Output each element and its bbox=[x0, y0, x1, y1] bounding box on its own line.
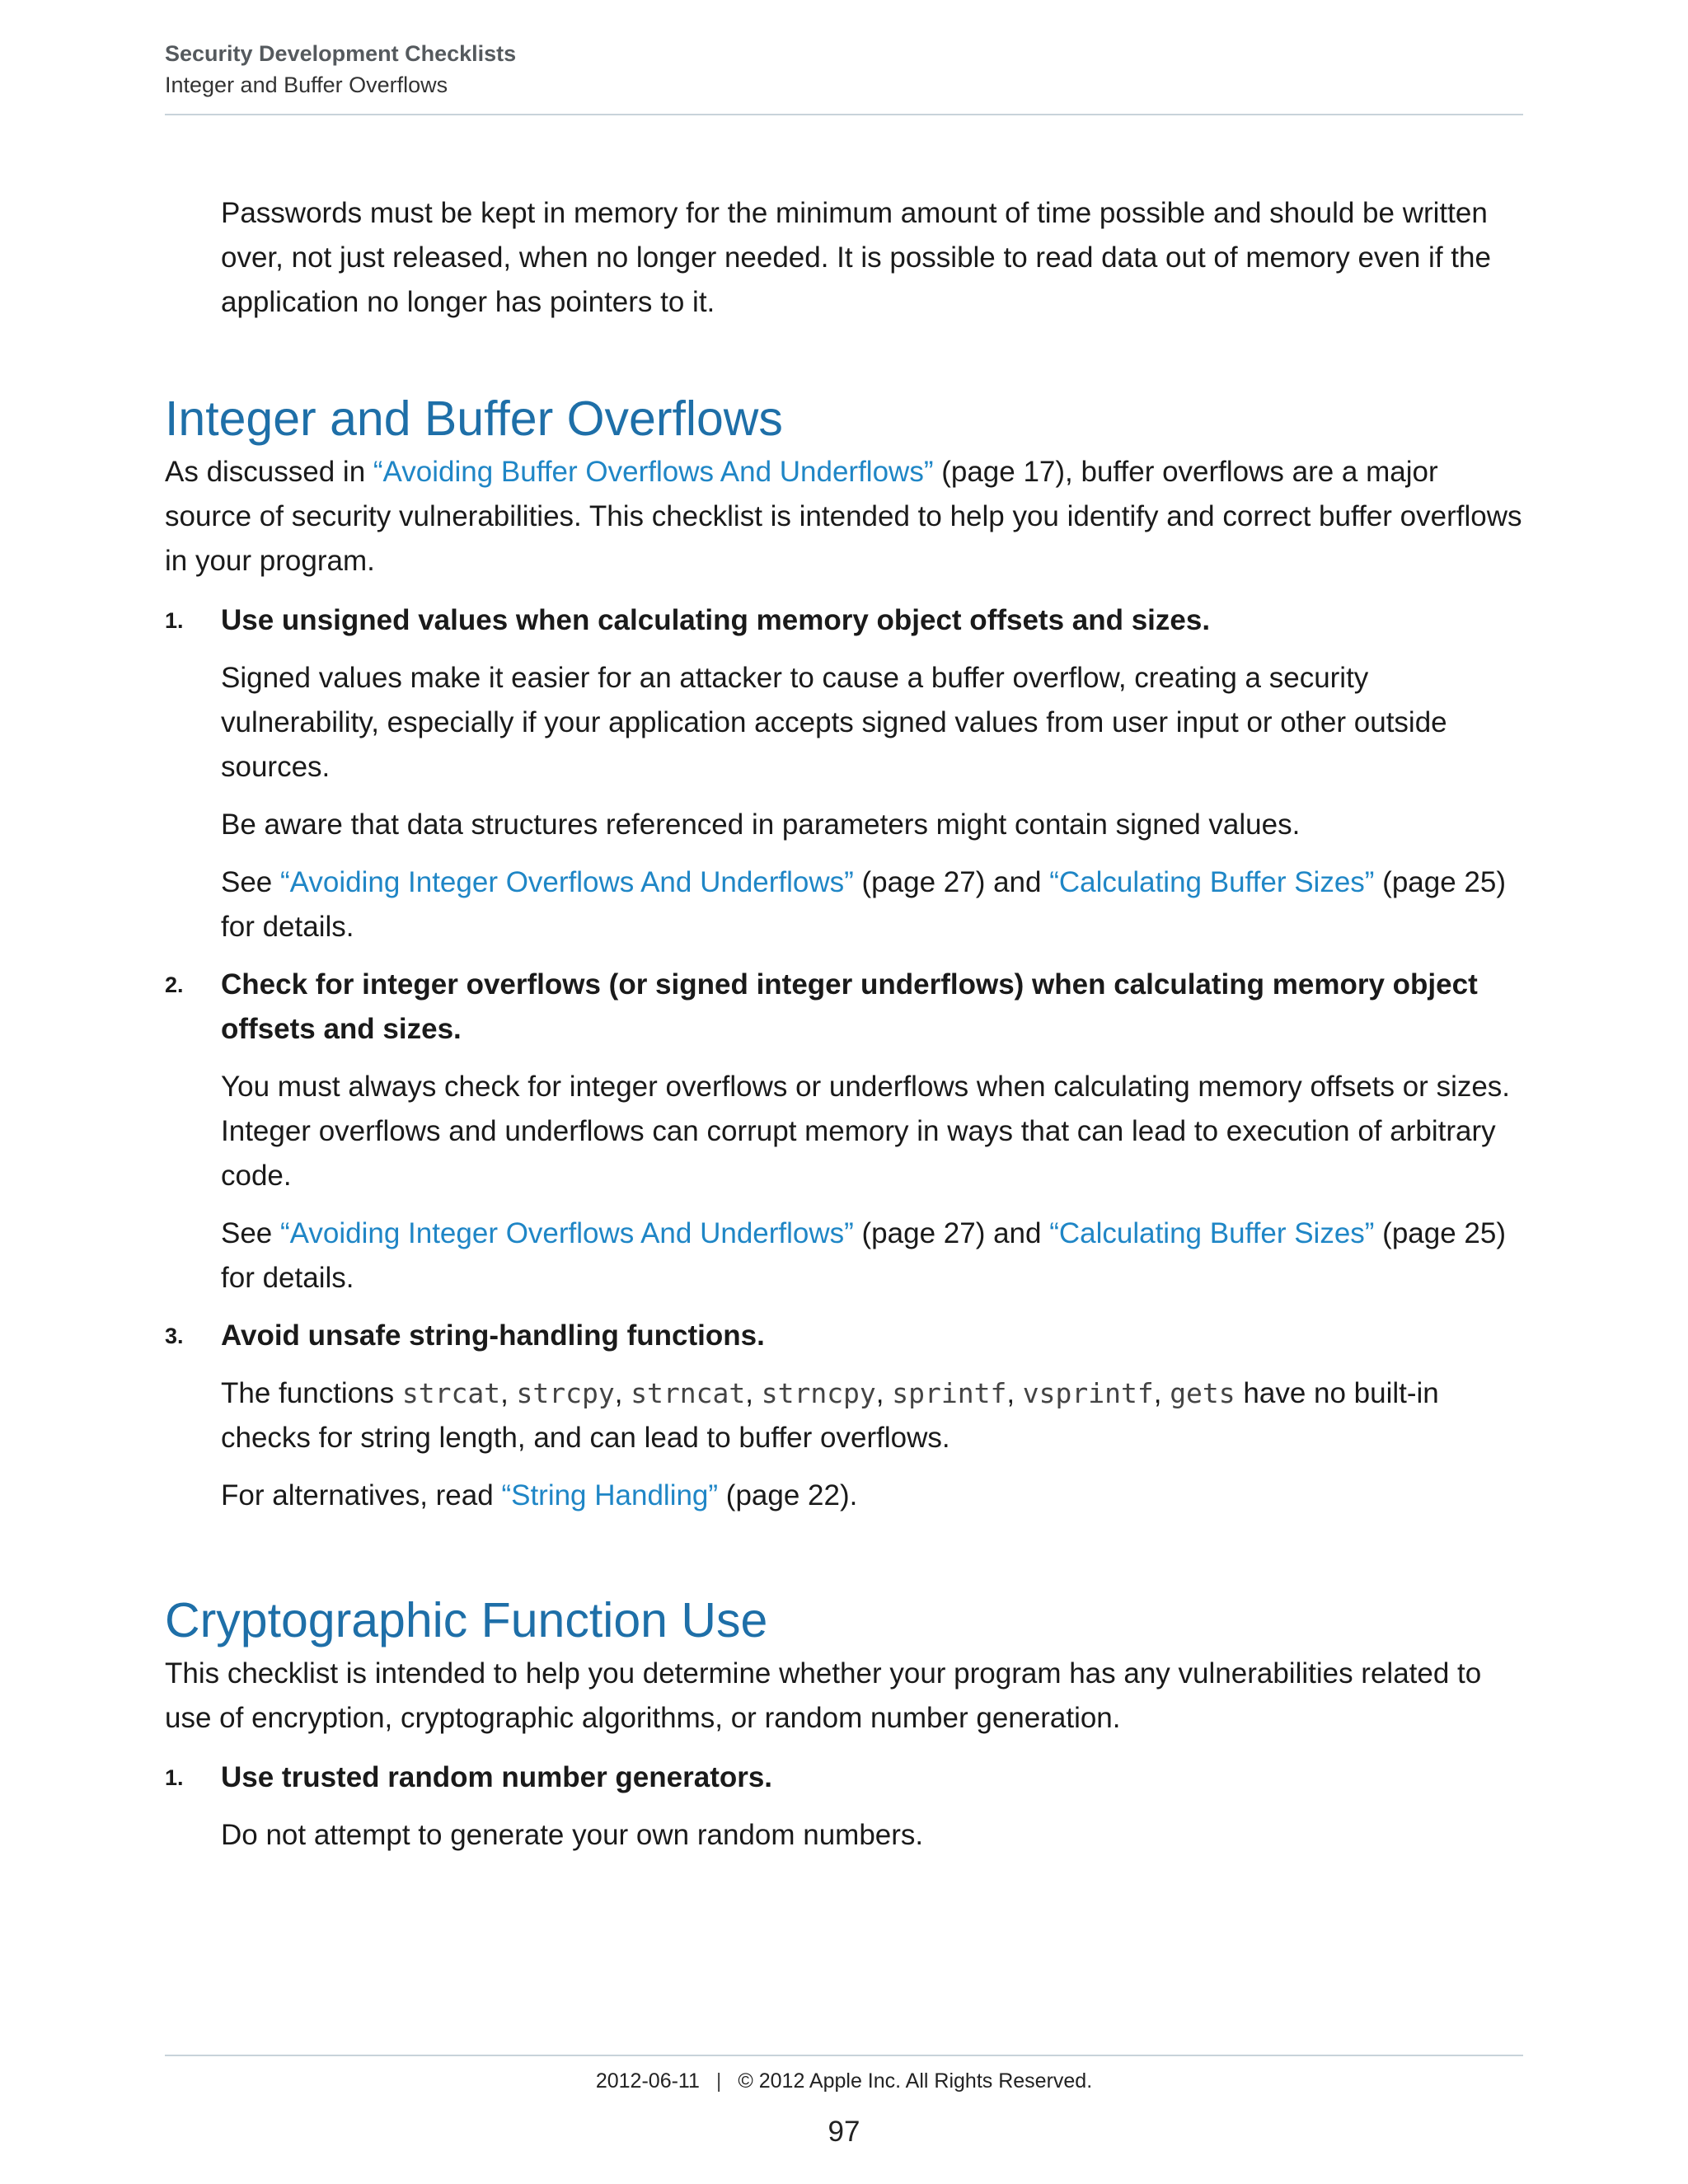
item-see-also: See “Avoiding Integer Overflows And Underflows” (page 27) and “Calculating Buffer Sizes” (page 25) for details. bbox=[221, 1217, 1507, 1294]
link-string-handling[interactable]: “String Handling” bbox=[501, 1479, 719, 1511]
chapter-title: Integer and Buffer Overflows bbox=[165, 73, 448, 97]
item-body: You must always check for integer overflows or underflows when calculating memory offsets or sizes. Integer overflows and underflows can corrupt memory in ways that can lead to execution of arbitrary code. bbox=[221, 1071, 1511, 1192]
checklist-item-1 bbox=[165, 598, 1523, 949]
code-function-name: gets bbox=[1170, 1377, 1236, 1409]
link-avoiding-integer-overflows[interactable]: “Avoiding Integer Overflows And Underflows” bbox=[280, 1217, 854, 1249]
item-alternatives: For alternatives, read “String Handling” (page 22). bbox=[221, 1479, 858, 1511]
footer-separator: | bbox=[715, 2069, 722, 2093]
item-number: 1. bbox=[165, 1765, 184, 1790]
crypto-checklist-item-1 bbox=[165, 1755, 1523, 1858]
integer-section-intro: As discussed in “Avoiding Buffer Overflows And Underflows” (page 17), buffer overflows are a major source of security vulnerabilities. This checklist is intended to help you identify and correct buffer overflows in your program. bbox=[165, 456, 1522, 577]
intro-paragraph: Passwords must be kept in memory for the minimum amount of time possible and should be written over, not just released, when no longer needed. It is possible to read data out of memory even if the application no longer has pointers to it. bbox=[221, 197, 1491, 318]
checklist-item-2 bbox=[165, 963, 1523, 1301]
item-number: 3. bbox=[165, 1324, 184, 1348]
code-function-name: strcpy bbox=[516, 1377, 615, 1409]
item-body: Be aware that data structures referenced in parameters might contain signed values. bbox=[221, 808, 1301, 841]
header-divider bbox=[165, 114, 1523, 115]
item-title: Check for integer overflows (or signed integer underflows) when calculating memory object offsets and sizes. bbox=[221, 968, 1478, 1045]
item-title: Use unsigned values when calculating memory object offsets and sizes. bbox=[221, 604, 1211, 636]
section-title-integer-overflows: Integer and Buffer Overflows bbox=[165, 391, 783, 446]
link-calculating-buffer-sizes[interactable]: “Calculating Buffer Sizes” bbox=[1049, 1217, 1375, 1249]
section-title-cryptographic-function-use: Cryptographic Function Use bbox=[165, 1593, 768, 1647]
checklist-item-3 bbox=[165, 1314, 1523, 1518]
code-function-name: strcat bbox=[401, 1377, 501, 1409]
item-number: 1. bbox=[165, 608, 184, 633]
main-content bbox=[165, 191, 1523, 1858]
document-title: Security Development Checklists bbox=[165, 41, 517, 66]
item-number: 2. bbox=[165, 972, 184, 997]
page-number: 97 bbox=[828, 2116, 860, 2148]
link-calculating-buffer-sizes[interactable]: “Calculating Buffer Sizes” bbox=[1049, 866, 1375, 898]
code-function-name: strncpy bbox=[761, 1377, 876, 1409]
footer-divider bbox=[165, 2055, 1523, 2056]
code-function-name: strncat bbox=[631, 1377, 746, 1409]
item-title: Use trusted random number generators. bbox=[221, 1761, 773, 1793]
crypto-section-intro: This checklist is intended to help you determine whether your program has any vulnerabilities related to use of encryption, cryptographic algorithms, or random number generation. bbox=[165, 1657, 1482, 1734]
page-header bbox=[165, 38, 1523, 101]
unsafe-functions-paragraph: The functions strcat, strcpy, strncat, strncpy, sprintf, vsprintf, gets have no built-in checks for string length, and can lead to buffer overflows. bbox=[221, 1377, 1439, 1454]
footer-copyright: © 2012 Apple Inc. All Rights Reserved. bbox=[738, 2069, 1093, 2093]
item-see-also: See “Avoiding Integer Overflows And Underflows” (page 27) and “Calculating Buffer Sizes” (page 25) for details. bbox=[221, 866, 1507, 943]
item-title: Avoid unsafe string-handling functions. bbox=[221, 1319, 765, 1352]
page-footer bbox=[0, 2067, 1688, 2095]
item-body: Do not attempt to generate your own random numbers. bbox=[221, 1819, 924, 1851]
code-function-name: sprintf bbox=[892, 1377, 1007, 1409]
code-function-name: vsprintf bbox=[1022, 1377, 1154, 1409]
footer-date: 2012-06-11 bbox=[595, 2069, 700, 2093]
link-avoiding-integer-overflows[interactable]: “Avoiding Integer Overflows And Underflows” bbox=[280, 866, 854, 898]
link-avoiding-buffer-overflows[interactable]: “Avoiding Buffer Overflows And Underflows” bbox=[373, 456, 934, 488]
item-body: Signed values make it easier for an attacker to cause a buffer overflow, creating a security vulnerability, especially if your application accepts signed values from user input or other outside sources. bbox=[221, 662, 1447, 783]
